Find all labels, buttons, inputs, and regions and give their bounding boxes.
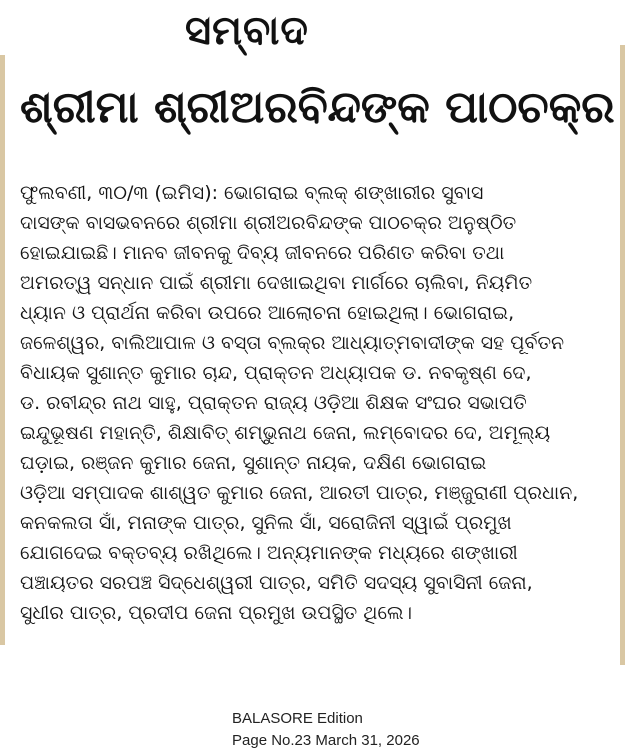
article-line: ଅମରତ୍ୱ ସନ୍ଧାନ ପାଇଁ ଶ୍ରୀମା ଦେଖାଇଥିବା ମାର୍ଗରେ ଚାଲିବା, ନିୟମିତ [20,272,533,294]
edition-footer [232,708,420,752]
article-headline: ଶ୍ରୀମା ଶ୍ରୀଅରବିନ୍ଦଙ୍କ ପାଠଚକ୍ର [20,82,615,133]
article-line: ଇନ୍ଦୁଭୂଷଣ ମହାନ୍ତି, ଶିକ୍ଷାବିତ୍ ଶମ୍ଭୁନାଥ ଜେନା, ଲମ୍ବୋଦର ଦେ, ଅମୂଲ୍ୟ [20,422,551,444]
newspaper-masthead: ସମ୍ବାଦ [185,8,309,54]
article-line: ହୋଇଯାଇଛି। ମାନବ ଜୀବନକୁ ଦିବ୍ୟ ଜୀବନରେ ପରିଣତ କରିବା ତଥା [20,242,505,264]
article-line: ଧ୍ୟାନ ଓ ପ୍ରାର୍ଥନା କରିବା ଉପରେ ଆଲୋଚନା ହୋଇଥିଲା। ଭୋଗରାଇ, [20,302,515,324]
article-line: ଜଳେଶ୍ୱର, ବାଲିଆପାଳ ଓ ବସ୍ତା ବ୍ଲକ୍‌ର ଆଧ୍ୟାତ୍ମବାଦୀଙ୍କ ସହ ପୂର୍ବତନ [20,332,565,354]
article-line: ବିଧାୟକ ସୁଶାନ୍ତ କୁମାର ଚାନ୍ଦ, ପ୍ରାକ୍ତନ ଅଧ୍ୟାପକ ଡ. ନବକୃଷ୍ଣ ଦେ, [20,362,532,384]
clipping-right-edge [620,45,625,665]
article-body [20,178,612,628]
edition-name: BALASORE Edition [232,710,363,727]
article-line: ଦାସଙ୍କ ବାସଭବନରେ ଶ୍ରୀମା ଶ୍ରୀଅରବିନ୍ଦଙ୍କ ପାଠଚକ୍ର ଅନୁଷ୍ଠିତ [20,212,517,234]
article-line: ଯୋଗଦେଇ ବକ୍ତବ୍ୟ ରଖିଥିଲେ। ଅନ୍ୟମାନଙ୍କ ମଧ୍ୟରେ ଶଙ୍ଖାରୀ [20,542,518,564]
article-line: ଫୁଲବଣୀ, ୩୦/୩ (ଇମିସ): ଭୋଗରାଇ ବ୍ଲକ୍ ଶଙ୍ଖାରୀର ସୁବାସ [20,182,484,204]
article-line: ସୁଧୀର ପାତ୍ର, ପ୍ରଦୀପ ଜେନା ପ୍ରମୁଖ ଉପସ୍ଥିତ ଥିଲେ। [20,602,413,624]
article-line: ଓଡ଼ିଆ ସମ୍ପାଦକ ଶାଶ୍ୱତ କୁମାର ଜେନା, ଆରତୀ ପାତ୍ର, ମଞ୍ଜୁରାଣୀ ପ୍ରଧାନ, [20,482,579,504]
article-line: ଘଡ଼ାଇ, ରଞ୍ଜନ କୁମାର ଜେନା, ସୁଶାନ୍ତ ନାୟକ, ଦକ୍ଷିଣ ଭୋଗରାଇ [20,452,487,474]
page-date: Page No.23 March 31, 2026 [232,732,420,749]
article-line: ଡ. ରବୀନ୍ଦ୍ର ନାଥ ସାହୁ, ପ୍ରାକ୍ତନ ରାଜ୍ୟ ଓଡ଼ିଆ ଶିକ୍ଷକ ସଂଘର ସଭାପତି [20,392,527,414]
article-line: କନକଲତା ସାଁ, ମନାଙ୍କ ପାତ୍ର, ସୁନିଲ ସାଁ, ସରୋଜିନୀ ସ୍ୱାଇଁ ପ୍ରମୁଖ [20,512,512,534]
article-line: ପଞ୍ଚାୟତର ସରପଞ୍ଚ ସିଦ୍ଧେଶ୍ୱରୀ ପାତ୍ର, ସମିତି ସଦସ୍ୟ ସୁବାସିନୀ ଜେନା, [20,572,533,594]
clipping-left-edge [0,55,5,645]
